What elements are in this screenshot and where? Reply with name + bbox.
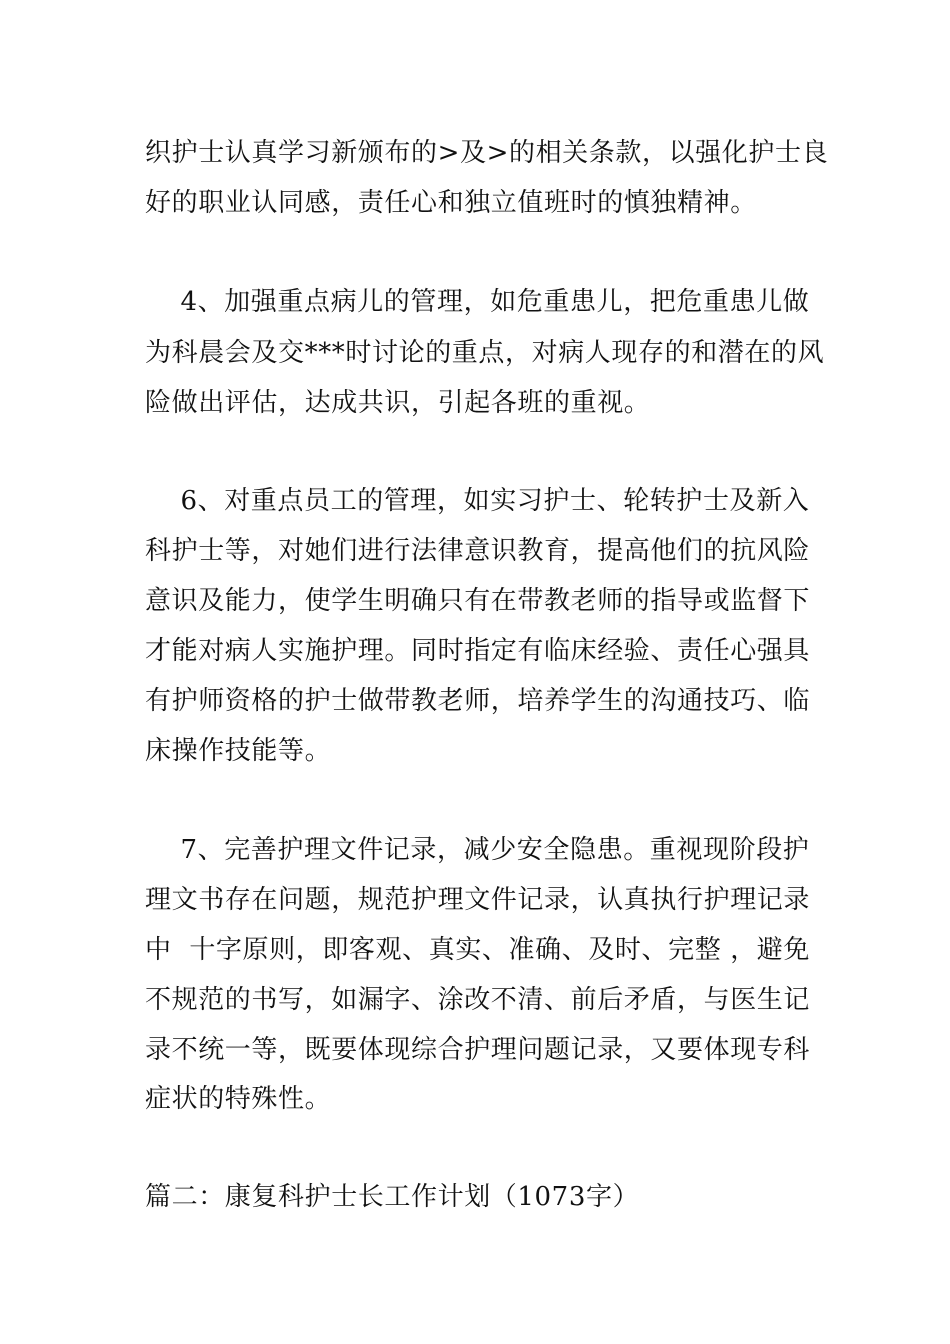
paragraph-line: 不规范的书写，如漏字、涂改不清、前后矛盾，与医生记 — [145, 985, 811, 1015]
paragraph-line: 床操作技能等。 — [145, 736, 332, 766]
paragraph-line: 6、对重点员工的管理，如实习护士、轮转护士及新入 — [145, 486, 810, 516]
paragraph-line: 录不统一等，既要体现综合护理问题记录，又要体现专科 — [145, 1035, 811, 1065]
section-heading: 篇二：康复科护士长工作计划（1073字） — [145, 1182, 640, 1212]
paragraph-line: 中 十字原则，即客观、真实、准确、及时、完整 ，避免 — [145, 935, 810, 965]
paragraph-line: 理文书存在问题，规范护理文件记录，认真执行护理记录 — [145, 885, 811, 915]
paragraph-line: 为科晨会及交***时讨论的重点，对病人现存的和潜在的风 — [145, 338, 825, 368]
paragraph-line: 织护士认真学习新颁布的>及>的相关条款，以强化护士良 — [145, 138, 829, 168]
paragraph-line: 7、完善护理文件记录，减少安全隐患。重视现阶段护 — [145, 835, 810, 865]
paragraph-line: 好的职业认同感，责任心和独立值班时的慎独精神。 — [145, 188, 757, 218]
paragraph-line: 症状的特殊性。 — [145, 1084, 332, 1114]
paragraph-line: 4、加强重点病儿的管理，如危重患儿，把危重患儿做 — [145, 287, 810, 317]
paragraph-line: 才能对病人实施护理。同时指定有临床经验、责任心强具 — [145, 636, 811, 666]
paragraph-line: 意识及能力，使学生明确只有在带教老师的指导或监督下 — [145, 586, 811, 616]
paragraph-line: 险做出评估，达成共识，引起各班的重视。 — [145, 388, 651, 418]
paragraph-line: 科护士等，对她们进行法律意识教育，提高他们的抗风险 — [145, 536, 811, 566]
paragraph-line: 有护师资格的护士做带教老师，培养学生的沟通技巧、临 — [145, 686, 811, 716]
